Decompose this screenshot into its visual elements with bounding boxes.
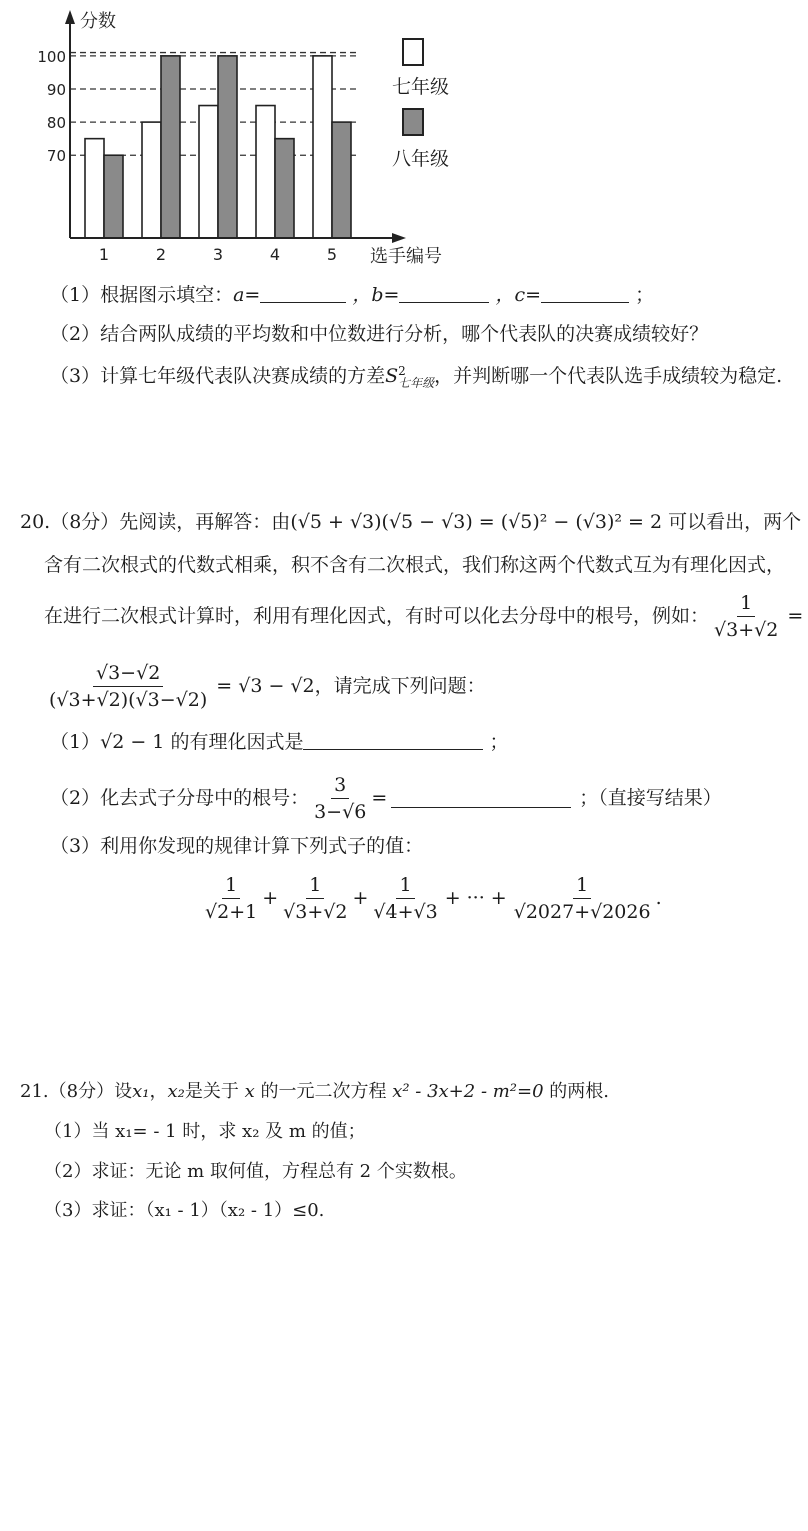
y-tick-label: 90 (46, 80, 66, 99)
sum-end: . (655, 887, 662, 909)
y-tick-label: 80 (46, 114, 66, 133)
q21-head (20, 1080, 609, 1104)
b-blank[interactable] (399, 284, 489, 303)
y-tick-label: 100 (37, 47, 66, 66)
legend-label-grade7: 七年级 (392, 76, 450, 98)
q20-part2 (50, 770, 722, 826)
a-label: a= (233, 284, 261, 306)
sum-term-3-denominator: √4+√3 (373, 900, 438, 923)
sum-term-last-numerator: 1 (573, 874, 591, 899)
x-axis-arrow (392, 233, 406, 243)
bar-grade8-5 (332, 122, 351, 238)
c-label: ，c= (495, 284, 542, 306)
q20-head-tail: 可以看出，两个 (668, 511, 802, 533)
chart-legend (392, 36, 462, 176)
q20-part2-denominator: 3−√6 (314, 800, 367, 823)
example2-denominator: (√3+√2)(√3−√2) (49, 688, 208, 711)
x-tick-label: 2 (155, 245, 167, 264)
bar-grade8-2 (161, 56, 180, 238)
bar-grade7-5 (313, 56, 332, 238)
sum-term-1-numerator: 1 (222, 874, 240, 899)
legend-swatch-grade7 (402, 38, 424, 66)
bar-grade7-2 (142, 122, 161, 238)
example-numerator: 1 (737, 592, 755, 617)
example2-fraction (46, 662, 210, 711)
q19-part3-suffix: ，并判断哪一个代表队选手成绩较为稳定. (434, 365, 783, 387)
variance-sup: 2 (398, 364, 406, 378)
q20-part3: （3）利用你发现的规律计算下列式子的值： (50, 835, 424, 857)
q20-part1-suffix: 的有理化因式是 (170, 731, 304, 753)
q19-part2: （2）结合两队成绩的平均数和中位数进行分析，哪个代表队的决赛成绩较好？ (50, 323, 709, 345)
q21-part1: （1）当 x₁= - 1 时，求 x₂ 及 m 的值； (44, 1121, 366, 1142)
c-blank[interactable] (541, 284, 629, 303)
y-axis-label: 分数 (80, 11, 116, 32)
example-denominator: √3+√2 (714, 618, 779, 641)
x-tick-label: 5 (326, 245, 338, 264)
sum-term-3 (370, 874, 440, 923)
bar-grade7-4 (256, 106, 275, 238)
q19-part1 (50, 283, 654, 307)
q19-part3-prefix: （3）计算七年级代表队决赛成绩的方差 (50, 365, 386, 387)
q21-head-b: ， (149, 1081, 168, 1102)
x-tick-label: 3 (212, 245, 224, 264)
q21-part3: （3）求证：（x₁ - 1）（x₂ - 1）≤0. (44, 1200, 325, 1221)
q21-head-a: 21.（8分）设 (20, 1081, 133, 1102)
example2-tail: ，请完成下列问题： (314, 675, 486, 697)
example-equals: = (787, 605, 804, 627)
q20-line3-text: 在进行二次根式计算时，利用有理化因式，有时可以化去分母中的根号，例如： (44, 605, 710, 627)
variance-symbol: S (385, 365, 399, 387)
q20-expr1: (√5 + √3)(√5 − √3) = (√5)² − (√3)² = 2 (290, 511, 663, 533)
q21-head-e: 的两根. (549, 1081, 610, 1102)
b-label: ，b= (352, 284, 400, 306)
q20-part2-equals: = (371, 787, 388, 809)
q20-part2-fraction (311, 774, 369, 823)
y-axis-arrow (65, 10, 75, 24)
x-tick-label: 4 (269, 245, 281, 264)
bar-grade8-1 (104, 155, 123, 238)
q20-part1-expr: √2 − 1 (100, 731, 165, 753)
q20-head: 20.（8分）先阅读，再解答：由 (20, 511, 291, 533)
q20-part2-numerator: 3 (331, 774, 349, 799)
sum-ellipsis: + ··· + (444, 887, 507, 909)
q19-part1-end: ； (635, 284, 655, 306)
sum-term-2 (280, 874, 350, 923)
sum-plus-2: + (352, 887, 369, 909)
q21-equation: x² - 3x+2 - m²=0 (392, 1081, 544, 1102)
q21-head-d: 的一元二次方程 (260, 1081, 387, 1102)
sum-term-1 (202, 874, 260, 923)
q20-sum-expression (200, 868, 662, 928)
bar-grade7-1 (85, 139, 104, 238)
sum-plus-1: + (262, 887, 279, 909)
q21-part2: （2）求证：无论 m 取何值，方程总有 2 个实数根。 (44, 1161, 467, 1182)
bar-grade8-4 (275, 139, 294, 238)
y-tick-label: 70 (46, 147, 66, 166)
sum-term-1-denominator: √2+1 (205, 900, 258, 923)
q20-part1-end: ； (489, 731, 509, 753)
sum-term-2-denominator: √3+√2 (283, 900, 348, 923)
example2-numerator: √3−√2 (93, 662, 163, 687)
sum-term-2-numerator: 1 (306, 874, 324, 899)
q20-part2-blank[interactable] (391, 789, 571, 808)
legend-swatch-grade8 (402, 108, 424, 136)
q21-x: x (244, 1081, 255, 1102)
example-fraction (711, 592, 781, 641)
q19-part3 (50, 364, 782, 389)
sum-term-last-denominator: √2027+√2026 (513, 900, 651, 923)
bar-grade7-3 (199, 106, 218, 238)
x-tick-label: 1 (98, 245, 110, 264)
variance-sub: 七年级 (398, 376, 435, 390)
q21-head-c: 是关于 (184, 1081, 239, 1102)
example2-result: = √3 − √2 (216, 675, 315, 697)
q20-part2-prefix: （2）化去式子分母中的根号： (50, 787, 310, 809)
q21-x1: x₁ (132, 1081, 150, 1102)
q19-part1-prefix: （1）根据图示填空： (50, 284, 234, 306)
rationalizing-factor-blank[interactable] (303, 731, 483, 750)
q21-x2: x₂ (167, 1081, 185, 1102)
a-blank[interactable] (260, 284, 346, 303)
bar-grade8-3 (218, 56, 237, 238)
x-axis-label: 选手编号 (370, 246, 442, 267)
q20-part1 (50, 730, 509, 754)
q20-part2-end: ；（直接写结果） (579, 787, 722, 809)
q20-example-line (44, 658, 486, 714)
sum-term-last (511, 874, 654, 923)
sum-term-3-numerator: 1 (396, 874, 414, 899)
q20-line3 (44, 588, 803, 644)
legend-label-grade8: 八年级 (392, 148, 450, 170)
q20-line2: 含有二次根式的代数式相乘，积不含有二次根式，我们称这两个代数式互为有理化因式， (44, 554, 786, 576)
q20-line1 (20, 510, 801, 534)
q20-part1-prefix: （1） (50, 731, 101, 753)
